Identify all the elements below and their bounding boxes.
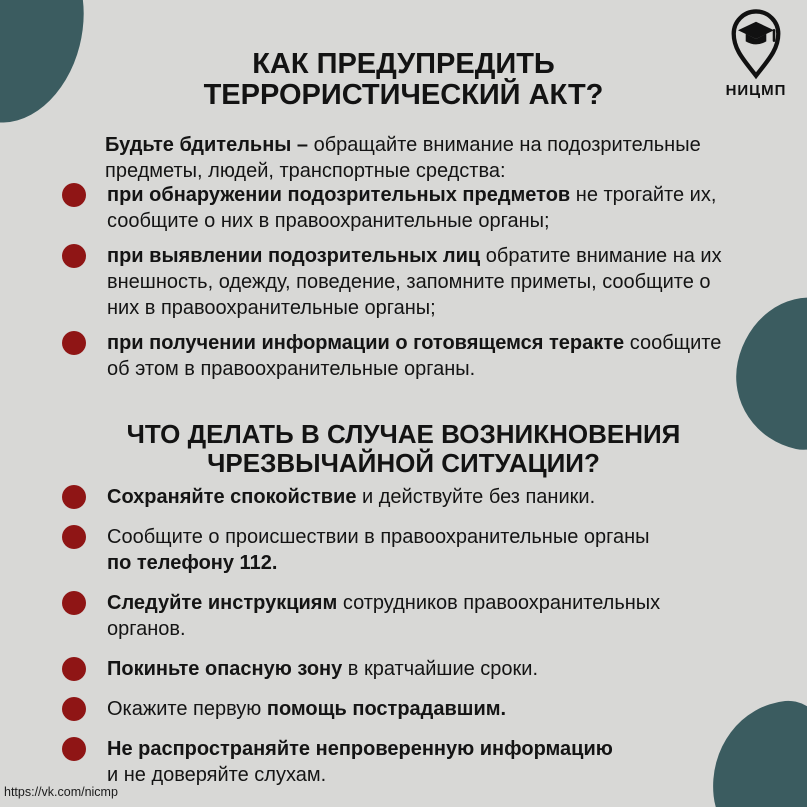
bullet-dot [62, 244, 86, 268]
list-item: Сообщите о происшествии в правоохранительные органы по телефону 112. [62, 524, 757, 576]
bullet-dot [62, 331, 86, 355]
intro-bold: Будьте бдительны – [105, 134, 309, 156]
list-item: Не распространяйте непроверенную информацию и не доверяйте слухам. [62, 736, 757, 788]
bullet-dot [62, 737, 86, 761]
bullet-dot [62, 485, 86, 509]
section2-title-line2: ЧРЕЗВЫЧАЙНОЙ СИТУАЦИИ? [207, 447, 600, 478]
list-item: при обнаружении подозрительных предметов не трогайте их, сообщите о них в правоохранительные органы; [62, 182, 757, 234]
intro-text [105, 132, 740, 184]
page-title-line1: КАК ПРЕДУПРЕДИТЬ [252, 48, 555, 81]
section2-title [0, 420, 807, 478]
list-item: Сохраняйте спокойствие и действуйте без паники. [62, 484, 757, 510]
bullet-dot [62, 525, 86, 549]
bullet-dot [62, 183, 86, 207]
list-item: Покиньте опасную зону в кратчайшие сроки. [62, 656, 757, 682]
page-title [0, 49, 807, 111]
prevention-list [62, 182, 757, 391]
page-title-line2: ТЕРРОРИСТИЧЕСКИЙ АКТ? [203, 79, 604, 112]
intro-rest: обращайте внимание на подозрительные предметы, людей, транспортные средства: [105, 134, 701, 182]
emergency-list [62, 484, 757, 802]
bullet-dot [62, 591, 86, 615]
section2-title-line1: ЧТО ДЕЛАТЬ В СЛУЧАЕ ВОЗНИКНОВЕНИЯ [126, 418, 681, 449]
source-url: https://vk.com/nicmp [4, 785, 118, 799]
logo-text: НИЦМП [725, 82, 787, 99]
list-item: Окажите первую помощь пострадавшим. [62, 696, 757, 722]
bullet-dot [62, 697, 86, 721]
list-item: Следуйте инструкциям сотрудников правоохранительных органов. [62, 590, 757, 642]
list-item: при получении информации о готовящемся теракте сообщите об этом в правоохранительные органы. [62, 330, 757, 382]
bullet-dot [62, 657, 86, 681]
list-item: при выявлении подозрительных лиц обратите внимание на их внешность, одежду, поведение, запомните приметы, сообщите о них в правоохранительные органы; [62, 243, 757, 321]
